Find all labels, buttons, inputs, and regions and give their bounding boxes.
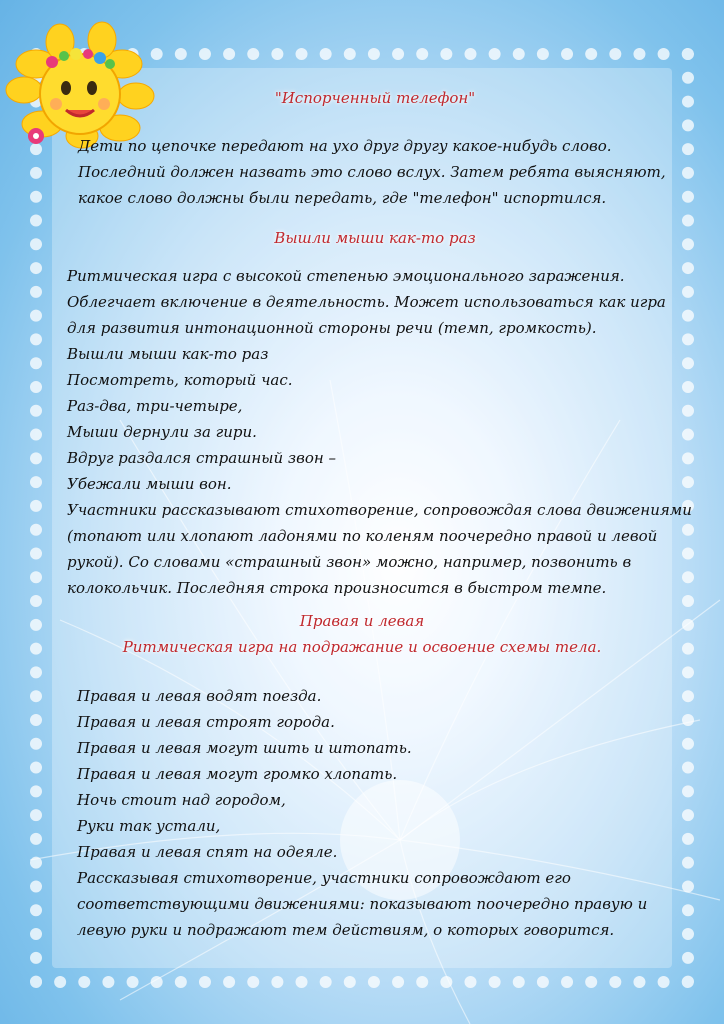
text-line: Правая и левая строят города. [77, 713, 335, 731]
text-line: Облегчает включение в деятельность. Может использоваться как игра [67, 293, 666, 311]
text-line: Посмотреть, который час. [67, 371, 293, 389]
text-line: Участники рассказывают стихотворение, сопровождая слова движениями [67, 501, 692, 519]
section-title-left-right: Правая и левая [299, 612, 425, 630]
text-line: какое слово должны были передать, где "телефон" испортился. [78, 189, 607, 207]
text-line: левую руки и подражают тем действиям, о которых говорится. [77, 921, 615, 939]
text-line: (топают или хлопают ладонями по коленям поочередно правой и левой [67, 527, 658, 545]
section-body-left-right [77, 683, 647, 943]
text-line: для развития интонационной стороны речи (темп, громкость). [67, 319, 597, 337]
text-line: Последний должен назвать это слово вслух. Затем ребята выясняют, [78, 163, 666, 181]
text-line: Правая и левая водят поезда. [77, 687, 322, 705]
text-line: Правая и левая могут шить и штопать. [77, 739, 412, 757]
text-line: Дети по цепочке передают на ухо друг другу какое-нибудь слово. [78, 137, 612, 155]
smiling-sun-icon [2, 12, 162, 152]
text-line: Руки так устали, [77, 817, 221, 835]
text-line: Мыши дернули за гири. [67, 423, 257, 441]
text-line: колокольчик. Последняя строка произносится в быстром темпе. [67, 579, 607, 597]
text-line: соответствующими движениями: показывают поочередно правую и [77, 895, 648, 913]
section-subtitle-left-right: Ритмическая игра на подражание и освоение схемы тела. [122, 638, 602, 656]
section-body-mice [67, 263, 692, 601]
text-line: Ритмическая игра с высокой степенью эмоционального заражения. [67, 267, 625, 285]
text-line: Ночь стоит над городом, [77, 791, 286, 809]
text-line: Раз-два, три-четыре, [67, 397, 243, 415]
text-line: Вышли мыши как-то раз [67, 345, 269, 363]
text-line: Правая и левая могут громко хлопать. [77, 765, 398, 783]
text-line: Вдруг раздался страшный звон – [67, 449, 337, 467]
section-title-mice: Вышли мыши как-то раз [274, 229, 476, 247]
text-line: рукой). Со словами «страшный звон» можно, например, позвонить в [67, 553, 632, 571]
text-line: Убежали мыши вон. [67, 475, 232, 493]
section-title-broken-phone: "Испорченный телефон" [274, 89, 476, 107]
section-body-broken-phone [78, 133, 666, 211]
text-line: Правая и левая спят на одеяле. [77, 843, 338, 861]
text-line: Рассказывая стихотворение, участники сопровождают его [77, 869, 571, 887]
